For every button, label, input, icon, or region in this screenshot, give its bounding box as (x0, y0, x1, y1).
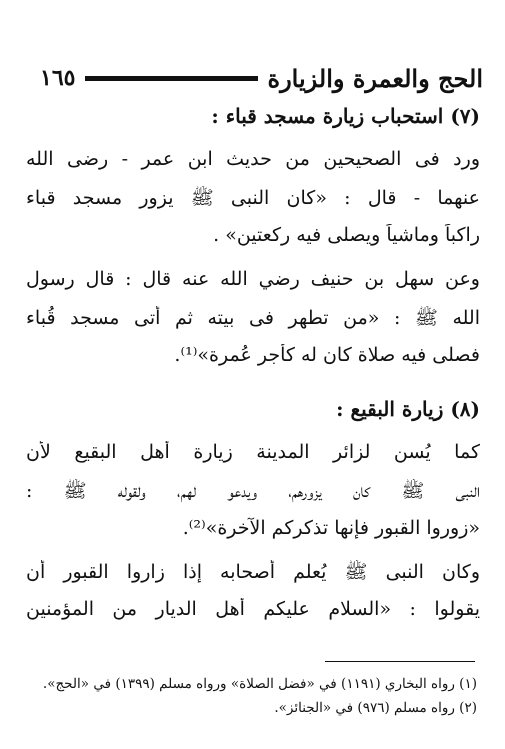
footnote: (٢) رواه مسلم (٩٧٦) في «الجنائز». (274, 700, 477, 716)
page-header (40, 60, 483, 96)
section-heading-quba: (٧) استحباب زيارة مسجد قباء : (211, 104, 480, 128)
paragraph-line: الله ﷺ : «من تطهر فى بيته ثم أتى مسجد قُباء (26, 307, 480, 329)
footnote: (١) رواه البخاري (١١٩١) في «فضل الصلاة» ورواه مسلم (١٣٩٩) في «الحج». (42, 676, 477, 692)
paragraph-line: وكان النبى ﷺ يُعلم أصحابه إذا زاروا القبور أن (26, 561, 480, 583)
paragraph-line: يقولوا : «السلام عليكم أهل الديار من المؤمنين (26, 598, 480, 620)
page-number: ١٦٥ (40, 65, 76, 91)
paragraph-line: راكباً وماشياً ويصلى فيه ركعتين» . (213, 224, 480, 246)
header-rule (85, 76, 257, 81)
paragraph-line: كما يُسن لزائر المدينة زيارة أهل البقيع لأن (26, 441, 480, 463)
paragraph-line: فصلى فيه صلاة كان له كأجر عُمرة»⁽¹⁾. (174, 344, 480, 366)
paragraph-line: وعن سهل بن حنيف رضي الله عنه قال : قال رسول (26, 268, 480, 290)
paragraph-line: النبى ﷺ كان يزورهم، ويدعو لهم، ولقوله ﷺ : (26, 480, 480, 502)
paragraph-line: ورد فى الصحيحين من حديث ابن عمر - رضى الله (26, 148, 480, 170)
running-title: الحج والعمرة والزيارة (267, 63, 483, 93)
footnote-separator (325, 661, 475, 662)
paragraph-line: «زوروا القبور فإنها تذكركم الآخرة»⁽²⁾. (182, 517, 480, 539)
section-heading-baqi: (٨) زيارة البقيع : (336, 397, 480, 421)
paragraph-line: عنهما - قال : «كان النبى ﷺ يزور مسجد قباء (26, 187, 480, 209)
